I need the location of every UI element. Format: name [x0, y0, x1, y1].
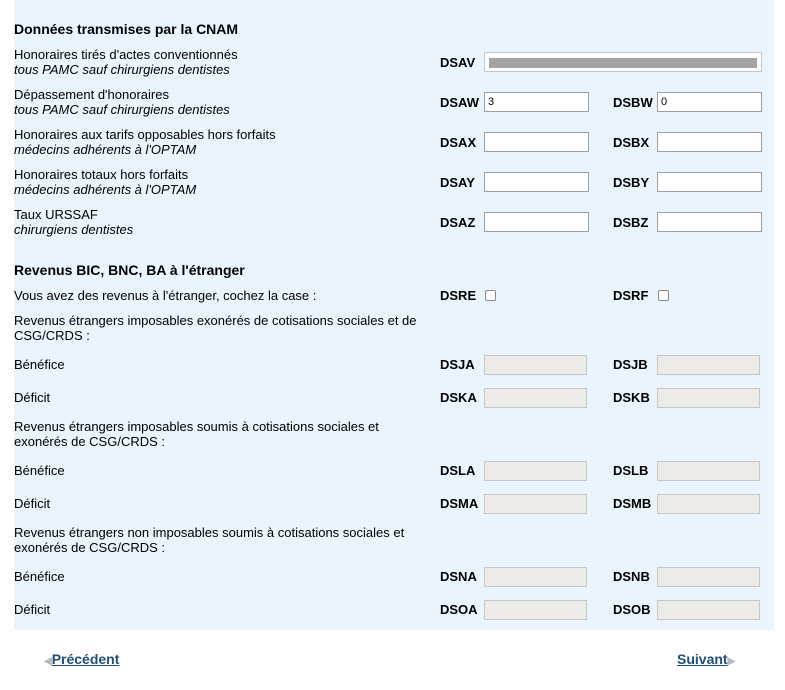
field-code: DSNA	[440, 569, 477, 584]
field-code: DSAZ	[440, 215, 476, 230]
field-code: DSBZ	[613, 215, 649, 230]
field-code: DSMA	[440, 496, 479, 511]
input-dsaw[interactable]	[484, 92, 589, 112]
row-label: Taux URSSAF chirurgiens dentistes	[14, 207, 134, 237]
checkbox-dsre[interactable]	[485, 290, 496, 301]
field-code: DSKA	[440, 390, 477, 405]
field-code: DSKB	[613, 390, 650, 405]
redaction-bar	[489, 58, 757, 68]
field-code: DSRE	[440, 288, 477, 303]
field-code: DSLB	[613, 463, 649, 478]
row-label: Déficit	[14, 496, 51, 511]
checkbox-dsrf[interactable]	[658, 290, 669, 301]
field-code: DSAW	[440, 95, 479, 110]
next-label: Suivant	[677, 651, 728, 667]
next-button[interactable]	[677, 651, 735, 667]
input-dskb	[657, 388, 760, 408]
group-heading: Revenus étrangers imposables soumis à cotisations sociales et exonérés de CSG/CRDS :	[14, 419, 379, 449]
previous-button[interactable]	[44, 651, 119, 667]
arrow-left-icon: ◀	[44, 656, 52, 667]
row-label: Déficit	[14, 390, 51, 405]
input-dsbz[interactable]	[657, 212, 762, 232]
group-heading: Revenus étrangers imposables exonérés de cotisations sociales et de CSG/CRDS :	[14, 313, 417, 343]
arrow-right-icon: ▶	[727, 656, 736, 667]
input-dsob	[657, 600, 760, 620]
input-dsmb	[657, 494, 760, 514]
field-code: DSRF	[613, 288, 649, 303]
input-dsoa	[484, 600, 587, 620]
row-label: Honoraires aux tarifs opposables hors forfaits médecins adhérents à l'OPTAM	[14, 127, 276, 157]
field-code: DSOA	[440, 602, 478, 617]
row-label: Honoraires tirés d'actes conventionnés tous PAMC sauf chirurgiens dentistes	[14, 47, 238, 77]
field-code: DSMB	[613, 496, 652, 511]
section-title-cnam: Données transmises par la CNAM	[14, 21, 239, 37]
input-dsax[interactable]	[484, 132, 589, 152]
field-code: DSAV	[440, 55, 476, 70]
row-label: Honoraires totaux hors forfaits médecins adhérents à l'OPTAM	[14, 167, 197, 197]
checkbox-row-label: Vous avez des revenus à l'étranger, cochez la case :	[14, 288, 317, 303]
field-code: DSBX	[613, 135, 650, 150]
field-code: DSBY	[613, 175, 650, 190]
input-dsjb	[657, 355, 760, 375]
row-label: Bénéfice	[14, 463, 65, 478]
input-dska	[484, 388, 587, 408]
field-code: DSBW	[613, 95, 653, 110]
input-dsay[interactable]	[484, 172, 589, 192]
row-label: Bénéfice	[14, 357, 65, 372]
input-dsbw[interactable]	[657, 92, 762, 112]
input-dslb	[657, 461, 760, 481]
previous-label: Précédent	[51, 651, 120, 667]
field-code: DSOB	[613, 602, 651, 617]
row-label: Déficit	[14, 602, 51, 617]
group-heading: Revenus étrangers non imposables soumis à cotisations sociales et exonérés de CSG/CRDS :	[14, 525, 405, 555]
row-label: Bénéfice	[14, 569, 65, 584]
input-dsby[interactable]	[657, 172, 762, 192]
field-code: DSLA	[440, 463, 476, 478]
input-dsma	[484, 494, 587, 514]
input-dsaz[interactable]	[484, 212, 589, 232]
input-dsbx[interactable]	[657, 132, 762, 152]
input-dsja	[484, 355, 587, 375]
input-dsnb	[657, 567, 760, 587]
field-code: DSJA	[440, 357, 475, 372]
field-code: DSAY	[440, 175, 475, 190]
field-code: DSNB	[613, 569, 650, 584]
input-dsla	[484, 461, 587, 481]
field-code: DSAX	[440, 135, 477, 150]
row-label: Dépassement d'honoraires tous PAMC sauf chirurgiens dentistes	[14, 87, 230, 117]
field-code: DSJB	[613, 357, 648, 372]
section-title-foreign: Revenus BIC, BNC, BA à l'étranger	[14, 262, 245, 278]
masked-field-dsav[interactable]	[484, 52, 762, 72]
input-dsna	[484, 567, 587, 587]
